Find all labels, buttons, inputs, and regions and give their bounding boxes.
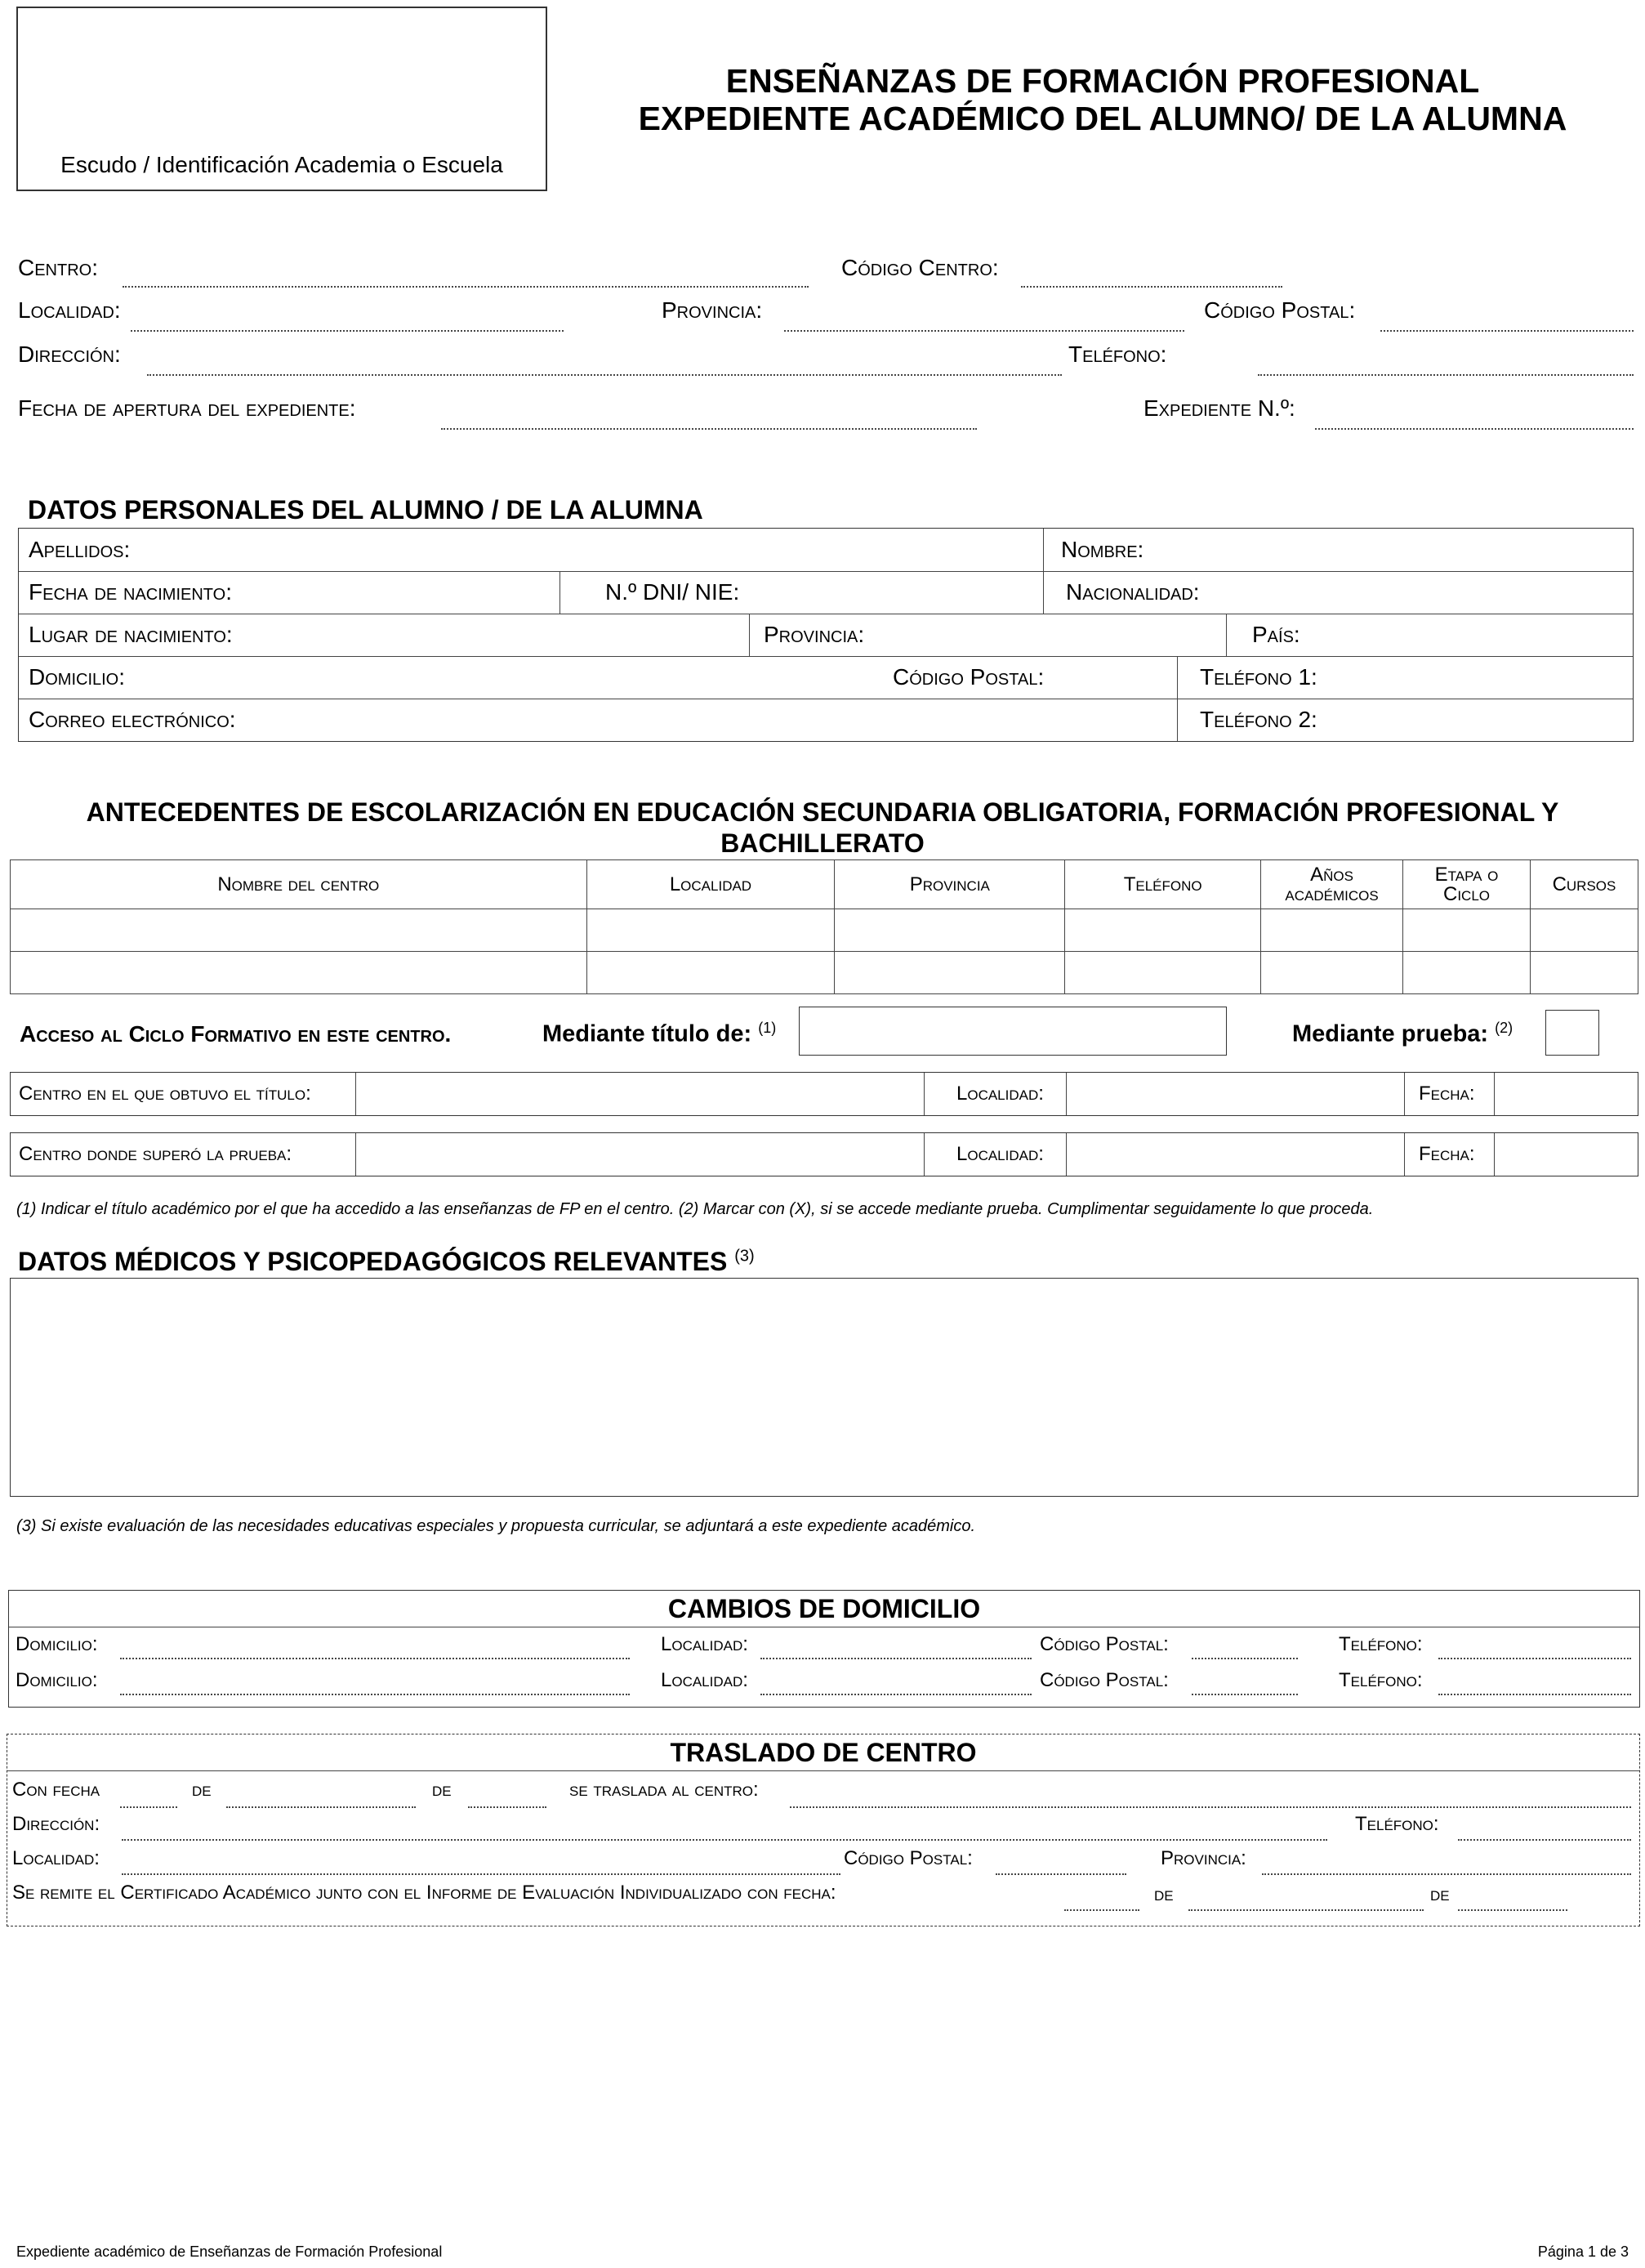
provincia-nac-label: Provincia: [764, 622, 865, 647]
traslado-de1-label: de [192, 1779, 212, 1801]
cambio2-localidad-field[interactable] [760, 1694, 1032, 1695]
cambio1-domicilio-field[interactable] [120, 1658, 630, 1659]
provincia-label: Provincia: [662, 297, 763, 323]
localidad-titulo-input[interactable] [1068, 1073, 1402, 1115]
localidad-prueba-label: Localidad: [956, 1143, 1044, 1165]
traslado-cp-field[interactable] [996, 1873, 1126, 1875]
telefono1-label: Teléfono 1: [1200, 664, 1317, 690]
traslado-telefono-label: Teléfono: [1355, 1813, 1439, 1835]
traslado-de2-label: de [432, 1779, 452, 1801]
localidad-prueba-input[interactable] [1068, 1133, 1402, 1176]
traslado-direccion-field[interactable] [122, 1839, 1327, 1841]
codigo-postal-personal-label: Código Postal: [893, 664, 1045, 690]
mediante-prueba-label: Mediante prueba: $^{(2)}$ [1292, 1020, 1513, 1047]
traslado-centro-field[interactable] [790, 1806, 1631, 1808]
col-cursos: Cursos [1530, 860, 1638, 909]
fecha-prueba-label: Fecha: [1419, 1143, 1475, 1165]
fecha-titulo-input[interactable] [1496, 1073, 1634, 1115]
centro-prueba-row [10, 1132, 1638, 1176]
acceso-label: Acceso al Ciclo Formativo en este centro. [20, 1021, 452, 1047]
provincia-field[interactable] [784, 330, 1184, 332]
fecha-apertura-field[interactable] [441, 428, 977, 430]
traslado-telefono-field[interactable] [1458, 1839, 1631, 1841]
table-header-row [11, 860, 1638, 909]
cambio2-localidad-label: Localidad: [661, 1669, 748, 1691]
telefono2-label: Teléfono 2: [1200, 707, 1317, 732]
cambios-title: CAMBIOS DE DOMICILIO [667, 1594, 981, 1623]
pais-label: País: [1252, 622, 1300, 647]
footer-page-number: Página 1 de 3 [1537, 2243, 1629, 2260]
page-title-line2: EXPEDIENTE ACADÉMICO DEL ALUMNO/ DE LA ALUMNA [638, 100, 1567, 137]
codigo-postal-field[interactable] [1380, 330, 1634, 332]
dni-label: N.º DNI/ NIE: [605, 579, 740, 605]
centro-prueba-input[interactable] [357, 1133, 922, 1176]
footer-left: Expediente académico de Enseñanzas de Formación Profesional [16, 2243, 443, 2260]
cambio1-telefono-field[interactable] [1438, 1658, 1631, 1659]
centro-titulo-label: Centro en el que obtuvo el título: [19, 1083, 311, 1105]
cambio2-domicilio-field[interactable] [120, 1694, 630, 1695]
correo-label: Correo electrónico: [29, 707, 236, 732]
localidad-label: Localidad: [18, 297, 121, 323]
traslado-title: TRASLADO DE CENTRO [670, 1738, 977, 1767]
con-fecha-label: Con fecha [12, 1779, 100, 1801]
traslado-provincia-field[interactable] [1262, 1873, 1631, 1875]
traslado-localidad-label: Localidad: [12, 1847, 100, 1869]
apellidos-label: Apellidos: [29, 537, 131, 562]
personal-section-title: DATOS PERSONALES DEL ALUMNO / DE LA ALUMNA [28, 495, 703, 525]
telefono-field[interactable] [1258, 374, 1634, 376]
cambio1-cp-label: Código Postal: [1040, 1633, 1169, 1655]
centro-titulo-row [10, 1072, 1638, 1116]
centro-prueba-label: Centro donde superó la prueba: [19, 1143, 292, 1165]
cambios-domicilio-box [8, 1590, 1640, 1708]
traslado-box [7, 1734, 1640, 1926]
remite-mes-field[interactable] [1188, 1909, 1424, 1911]
medicos-title: DATOS MÉDICOS Y PSICOPEDAGÓGICOS RELEVANTES $^{(3)}$ [18, 1247, 755, 1276]
titulo-input[interactable] [799, 1007, 1227, 1056]
telefono-label: Teléfono: [1068, 342, 1167, 367]
fecha-nacimiento-label: Fecha de nacimiento: [29, 579, 232, 605]
traslado-dia-field[interactable] [120, 1806, 177, 1808]
antecedentes-title-line2: BACHILLERATO [720, 828, 925, 858]
col-etapa: Etapa o Ciclo [1403, 860, 1531, 909]
expediente-field[interactable] [1315, 428, 1634, 430]
prueba-checkbox[interactable] [1545, 1010, 1599, 1056]
table-row[interactable] [11, 909, 1638, 952]
se-traslada-label: se traslada al centro: [569, 1779, 759, 1801]
lugar-nacimiento-label: Lugar de nacimiento: [29, 622, 233, 647]
col-telefono: Teléfono [1065, 860, 1261, 909]
cambio2-cp-label: Código Postal: [1040, 1669, 1169, 1691]
domicilio-label: Domicilio: [29, 664, 126, 690]
antecedentes-title-line1: ANTECEDENTES DE ESCOLARIZACIÓN EN EDUCACIÓN SECUNDARIA OBLIGATORIA, FORMACIÓN PROFESIONAL Y [86, 797, 1559, 827]
se-remite-label: Se remite el Certificado Académico junto con el Informe de Evaluación Individualizado con fecha: [12, 1882, 836, 1904]
remite-dia-field[interactable] [1064, 1909, 1139, 1911]
cambio2-telefono-field[interactable] [1438, 1694, 1631, 1695]
cambio1-telefono-label: Teléfono: [1339, 1633, 1423, 1655]
cambio1-cp-field[interactable] [1192, 1658, 1298, 1659]
fecha-prueba-input[interactable] [1496, 1133, 1634, 1176]
fecha-apertura-label: Fecha de apertura del expediente: [18, 395, 356, 421]
cambio2-telefono-label: Teléfono: [1339, 1669, 1423, 1691]
logo-box-label: Escudo / Identificación Academia o Escuela [60, 152, 503, 177]
table-row[interactable] [11, 952, 1638, 994]
traslado-localidad-field[interactable] [122, 1873, 840, 1875]
direccion-label: Dirección: [18, 342, 121, 367]
codigo-centro-field[interactable] [1021, 286, 1282, 288]
localidad-titulo-label: Localidad: [956, 1083, 1044, 1105]
direccion-field[interactable] [147, 374, 1062, 376]
cambio1-localidad-label: Localidad: [661, 1633, 748, 1655]
acceso-note: (1) Indicar el título académico por el que ha accedido a las enseñanzas de FP en el centro. (2) Marcar con (X), si se accede mediante prueba. Cumplimentar seguidamente lo que proceda. [16, 1200, 1374, 1218]
centro-field[interactable] [123, 286, 809, 288]
nacionalidad-label: Nacionalidad: [1066, 579, 1200, 605]
traslado-provincia-label: Provincia: [1161, 1847, 1246, 1869]
page-title-line1: ENSEÑANZAS DE FORMACIÓN PROFESIONAL [725, 62, 1480, 100]
codigo-postal-label: Código Postal: [1204, 297, 1356, 323]
cambio1-localidad-field[interactable] [760, 1658, 1032, 1659]
codigo-centro-label: Código Centro: [841, 255, 999, 280]
remite-de1-label: de [1154, 1883, 1174, 1905]
cambio2-domicilio-label: Domicilio: [16, 1669, 98, 1691]
col-provincia: Provincia [835, 860, 1065, 909]
nombre-label: Nombre: [1061, 537, 1144, 562]
col-localidad: Localidad [586, 860, 835, 909]
traslado-cp-label: Código Postal: [844, 1847, 973, 1869]
centro-label: Centro: [18, 255, 98, 280]
logo-box [16, 7, 547, 191]
remite-ano-field[interactable] [1458, 1909, 1567, 1911]
remite-de2-label: de [1430, 1883, 1450, 1905]
traslado-ano-field[interactable] [468, 1806, 546, 1808]
traslado-direccion-label: Dirección: [12, 1813, 100, 1835]
personal-table [18, 528, 1634, 742]
centro-titulo-input[interactable] [357, 1073, 922, 1115]
medicos-note: (3) Si existe evaluación de las necesidades educativas especiales y propuesta curricular, se adjuntará a este expediente académico. [16, 1517, 976, 1535]
fecha-titulo-label: Fecha: [1419, 1083, 1475, 1105]
traslado-mes-field[interactable] [226, 1806, 416, 1808]
cambio1-domicilio-label: Domicilio: [16, 1633, 98, 1655]
expediente-label: Expediente N.º: [1143, 395, 1295, 421]
col-anos: Años académicos [1261, 860, 1403, 909]
mediante-titulo-label: Mediante título de: $^{(1)}$ [542, 1020, 777, 1047]
antecedentes-table [10, 859, 1638, 994]
cambio2-cp-field[interactable] [1192, 1694, 1298, 1695]
col-nombre-centro: Nombre del centro [11, 860, 587, 909]
medicos-textarea[interactable] [10, 1278, 1638, 1497]
localidad-field[interactable] [131, 330, 564, 332]
